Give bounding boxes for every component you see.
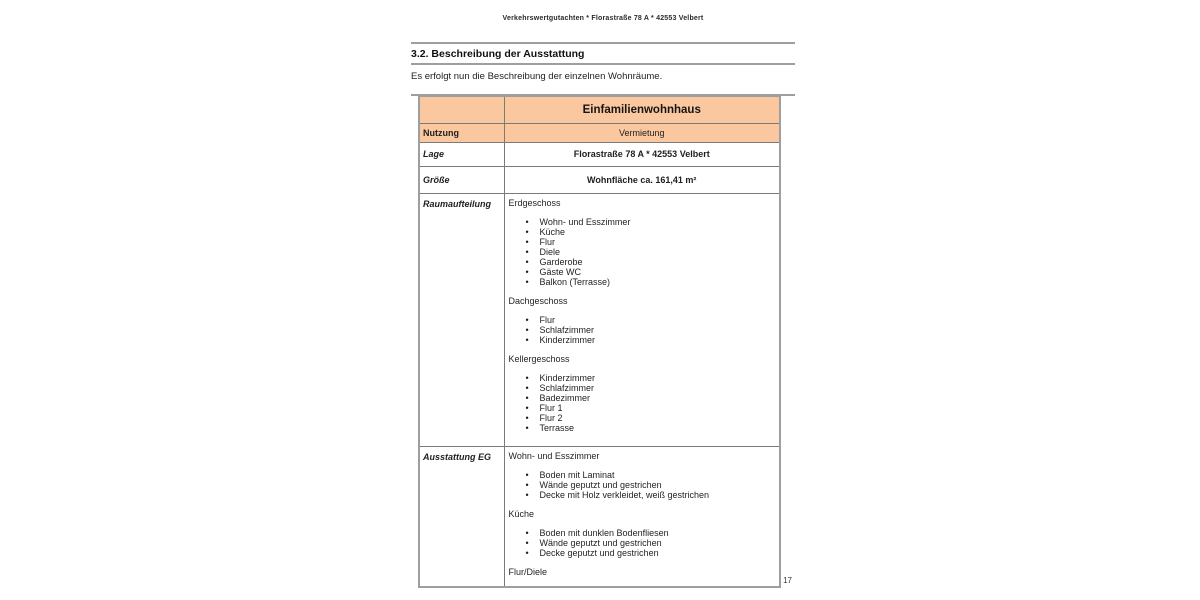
table-row-nutzung [419, 123, 780, 142]
room-bullet-item: • Kinderzimmer [509, 373, 776, 383]
table-row-groesse [419, 166, 780, 193]
table-row-lage [419, 142, 780, 166]
room-group-heading: Wohn- und Esszimmer [508, 450, 600, 461]
room-bullet-item: • Decke geputzt und gestrichen [509, 548, 776, 558]
section-title: 3.2. Beschreibung der Ausstattung [411, 48, 585, 60]
room-bullet-list [509, 470, 776, 500]
room-bullet-item: • Boden mit dunklen Bodenfliesen [509, 528, 776, 538]
ausstattung-eg-content [504, 446, 780, 587]
row-value-groesse: Wohnfläche ca. 161,41 m² [504, 166, 780, 193]
room-bullet-item: • Flur [509, 315, 776, 325]
room-bullet-list [509, 217, 776, 287]
row-label-groesse: Größe [419, 166, 504, 193]
table-title-row [419, 96, 780, 123]
row-label-ausstattung-eg: Ausstattung EG [419, 446, 504, 587]
room-bullet-item: • Flur 1 [509, 403, 776, 413]
row-label-lage: Lage [419, 142, 504, 166]
room-bullet-item: • Flur [509, 237, 776, 247]
room-bullet-item: • Terrasse [509, 423, 776, 433]
row-label-nutzung: Nutzung [419, 123, 504, 142]
raumaufteilung-content [504, 193, 780, 446]
room-group-heading: Küche [508, 508, 535, 519]
table-title-empty-cell [419, 96, 504, 123]
room-group-heading: Kellergeschoss [508, 353, 570, 364]
room-bullet-item: • Wände geputzt und gestrichen [509, 480, 776, 490]
page-number: 17 [783, 576, 792, 585]
room-bullet-item: • Wohn- und Esszimmer [509, 217, 776, 227]
room-bullet-item: • Flur 2 [509, 413, 776, 423]
room-bullet-list [509, 528, 776, 558]
room-group-heading: Flur/Diele [508, 566, 548, 577]
room-bullet-list [509, 315, 776, 345]
room-bullet-item: • Garderobe [509, 257, 776, 267]
room-bullet-item: • Kinderzimmer [509, 335, 776, 345]
room-bullet-item: • Wände geputzt und gestrichen [509, 538, 776, 548]
room-group-heading: Erdgeschoss [508, 197, 561, 208]
room-bullet-item: • Boden mit Laminat [509, 470, 776, 480]
table-row-raumaufteilung [419, 193, 780, 446]
room-bullet-list [509, 373, 776, 433]
room-group-heading: Dachgeschoss [508, 295, 568, 306]
room-bullet-item: • Balkon (Terrasse) [509, 277, 776, 287]
header-rule [411, 42, 795, 44]
room-bullet-item: • Badezimmer [509, 393, 776, 403]
property-spec-table [418, 95, 781, 588]
room-bullet-item: • Diele [509, 247, 776, 257]
room-bullet-item: • Küche [509, 227, 776, 237]
running-header: Verkehrswertgutachten * Florastraße 78 A * 42553 Velbert [502, 15, 704, 22]
section-title-rule [411, 63, 795, 65]
row-label-raumaufteilung: Raumaufteilung [419, 193, 504, 446]
row-value-nutzung: Vermietung [504, 123, 780, 142]
intro-paragraph: Es erfolgt nun die Beschreibung der einzelnen Wohnräume. [411, 71, 663, 82]
table-row-ausstattung-eg [419, 446, 780, 587]
room-bullet-item: • Schlafzimmer [509, 325, 776, 335]
room-bullet-item: • Schlafzimmer [509, 383, 776, 393]
row-value-lage: Florastraße 78 A * 42553 Velbert [504, 142, 780, 166]
table-title: Einfamilienwohnhaus [504, 96, 780, 123]
room-bullet-item: • Decke mit Holz verkleidet, weiß gestrichen [509, 490, 776, 500]
room-bullet-item: • Gäste WC [509, 267, 776, 277]
